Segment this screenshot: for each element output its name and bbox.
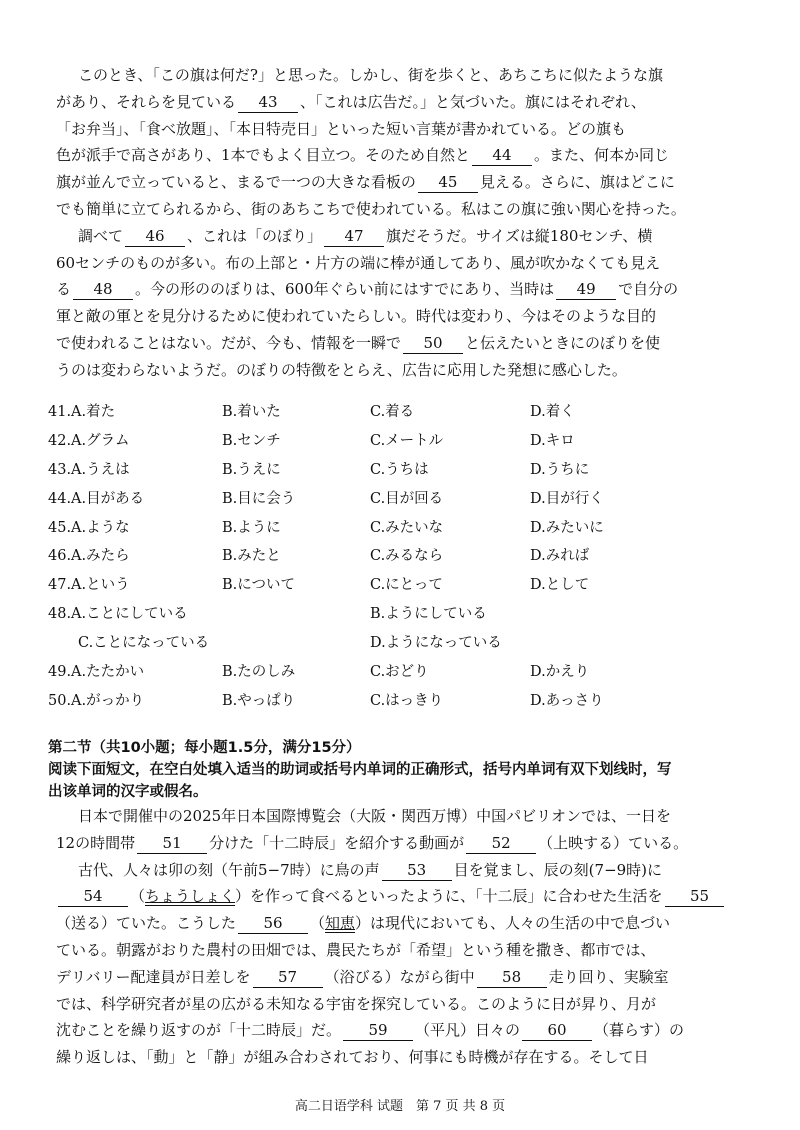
option-choice: B.うえに	[222, 461, 281, 478]
passage-text: ている。朝露がおりた農村の田畑では、農民たちが「希望」という種を撒き、都市では、	[56, 940, 656, 959]
option-choice: 50.A.がっかり	[48, 692, 145, 709]
option-choice: 41.A.着た	[48, 404, 116, 420]
passage-text: （	[310, 914, 326, 933]
option-choice: B.センチ	[222, 432, 281, 449]
option-row	[48, 629, 748, 658]
option-choice: C.みたいな	[370, 519, 444, 536]
passage-text: 「お弁当」、「食べ放題」、「本日特売日」といった短い言葉が書かれている。どの旗も	[56, 119, 627, 138]
option-row	[48, 427, 748, 456]
passage-text: 12の時間帯	[56, 833, 136, 852]
option-choice: D.として	[530, 577, 590, 594]
passage-text: 60センチのものが多い。布の上部と・片方の端に棒が通してあり、風が吹かなくても見え	[56, 253, 661, 272]
option-choice: C.おどり	[370, 664, 429, 681]
section-2-header	[48, 737, 758, 803]
passage-text: 、これは「のぼり」	[187, 226, 323, 245]
passage-text: 軍と敵の軍とを見分けるために使われていたらしい。時代は変わり、今はそのような目的	[56, 307, 657, 326]
passage1-line	[56, 196, 724, 223]
passage2-line	[56, 937, 724, 964]
passage-text: 沈むことを繰り返すのが「十二時辰」だ。	[56, 1021, 342, 1040]
option-choice: 46.A.みたら	[48, 548, 130, 565]
blank-46: 46	[125, 226, 185, 247]
passage2-line	[56, 857, 724, 884]
option-choice: C.うちは	[370, 461, 429, 478]
blank-56: 56	[238, 913, 308, 934]
blank-58: 58	[477, 967, 547, 988]
passage1-line	[56, 357, 724, 384]
passage-text: 、「これは広告だ。」と気づいた。旗にはそれぞれ、	[300, 92, 646, 111]
blank-50: 50	[403, 333, 463, 354]
option-choice: B.みたと	[222, 548, 281, 565]
passage1-line	[56, 142, 724, 169]
passage-text: （送る）ていた。こうした	[56, 914, 237, 933]
section-2-heading: 第二节（共10小题；每小题1.5分，满分15分）	[48, 740, 361, 756]
blank-45: 45	[418, 172, 478, 193]
blank-53: 53	[382, 860, 452, 881]
passage-text: 。今の形ののぼりは、600年ぐらい前にはすでにあり、当時は	[135, 280, 555, 299]
passage2-line	[56, 991, 724, 1018]
passage-text: でも簡単に立てられるから、街のあちこちで使われている。私はこの旗に強い関心を持った。	[56, 199, 686, 218]
passage1-line	[56, 330, 724, 357]
blank-48: 48	[73, 279, 133, 300]
option-choice: 42.A.グラム	[48, 432, 130, 449]
passage-text: （平凡）日々の	[415, 1021, 521, 1040]
option-choice: B.ように	[222, 519, 281, 536]
option-choice: D.ようになっている	[370, 635, 502, 652]
option-choice: C.はっきり	[370, 692, 444, 709]
blank-52: 52	[466, 833, 536, 854]
option-choice: 43.A.うえは	[48, 461, 130, 478]
passage-text: ）は現代においても、人々の生活の中で息づい	[355, 914, 671, 933]
blank-54: 54	[58, 886, 128, 907]
passage-text: 分けた「十二時辰」を紹介する動画が	[209, 833, 465, 852]
option-choice: D.みたいに	[530, 519, 604, 536]
passage2-line	[56, 910, 724, 937]
passage-text: る	[56, 280, 72, 299]
option-choice: B.ようにしている	[370, 606, 487, 623]
option-choice: D.うちに	[530, 461, 590, 478]
option-choice: C.みるなら	[370, 548, 444, 565]
passage-text: （暮らす）の	[594, 1021, 685, 1040]
passage-text: と伝えたいときにのぼりを使	[465, 333, 661, 352]
option-choice: C.目が回る	[370, 490, 444, 507]
option-choice: B.やっぱり	[222, 692, 296, 709]
passage-text: 日本で開催中の2025年日本国際博覧会（大阪・関西万博）中国パビリオンでは、一日を	[78, 807, 672, 825]
double-underlined-word: 知恵	[325, 914, 356, 933]
passage2-line	[56, 883, 724, 910]
passage2-line	[56, 964, 724, 991]
passage-text: 繰り返しは、「動」と「静」が組み合わされており、何事にも時機が存在する。そして日	[56, 1048, 649, 1067]
passage1-line	[56, 169, 724, 196]
option-row	[48, 600, 748, 629]
blank-55: 55	[665, 886, 724, 907]
blank-59: 59	[343, 1020, 413, 1041]
passage-text: 見える。さらに、旗はどこに	[479, 173, 675, 192]
passage1-line	[56, 303, 724, 330]
option-choice: B.について	[222, 577, 295, 594]
passage-text: ）を作って食べるといったように、「十二辰」に合わせた生活を	[235, 887, 663, 906]
passage1-line	[56, 62, 724, 89]
reading-passage-1	[56, 62, 724, 384]
passage-text: このとき、「この旗は何だ?」と思った。しかし、街を歩くと、あちこちに似たような旗	[78, 66, 663, 84]
passage1-line	[56, 223, 724, 250]
passage-text: 古代、人々は卯の刻（午前5−7時）に鳥の声	[78, 860, 380, 879]
option-choice: D.着く	[530, 404, 575, 420]
passage-text: （浴びる）ながら街中	[324, 967, 475, 986]
option-choice: 48.A.ことにしている	[48, 606, 188, 623]
reading-passage-2	[56, 803, 724, 1071]
section-2-instruction: 阅读下面短文，在空白处填入适当的助词或括号内单词的正确形式，括号内单词有双下划线时，写	[48, 762, 672, 778]
option-choice: 49.A.たたかい	[48, 664, 145, 681]
option-choice: D.キロ	[530, 432, 575, 449]
blank-47: 47	[324, 226, 384, 247]
passage-text: 調べて	[78, 226, 124, 245]
option-choice: B.目に会う	[222, 490, 296, 507]
section-2-instruction-cont: 出该单词的汉字或假名。	[48, 784, 208, 800]
passage-text: 走り回り、実験室	[548, 967, 669, 986]
option-row	[48, 456, 748, 485]
passage1-line	[56, 276, 724, 303]
option-choice: B.着いた	[222, 404, 281, 420]
passage2-line	[56, 1044, 724, 1071]
blank-43: 43	[238, 92, 298, 113]
blank-57: 57	[253, 967, 323, 988]
option-row	[48, 687, 748, 716]
passage-text: うのは変わらないようだ。のぼりの特徴をとらえ、広告に応用した発想に感心した。	[56, 360, 627, 379]
passage2-line	[56, 803, 724, 830]
blank-44: 44	[472, 145, 532, 166]
passage-text: （上映する）ている。	[538, 833, 689, 852]
passage-text: 色が派手で高さがあり、1本でもよく目立つ。そのため自然と	[56, 146, 470, 165]
passage-text: 目を覚まし、辰の刻(7−9時)に	[453, 860, 663, 879]
passage-text: デリバリー配達員が日差しを	[56, 967, 251, 986]
option-row	[48, 658, 748, 687]
option-choice: D.みれば	[530, 548, 590, 565]
option-choice: C.にとって	[370, 577, 443, 594]
option-choice: D.かえり	[530, 664, 590, 681]
blank-51: 51	[137, 833, 207, 854]
passage2-line	[56, 830, 724, 857]
passage1-line	[56, 116, 724, 143]
option-choice: 44.A.目がある	[48, 490, 145, 507]
passage-text: 旗が並んで立っていると、まるで一つの大きな看板の	[56, 173, 416, 192]
option-row	[48, 571, 748, 600]
answer-options	[48, 398, 748, 716]
passage-text: で使われることはない。だが、今も、情報を一瞬で	[56, 333, 402, 352]
option-row	[48, 542, 748, 571]
option-choice: D.目が行く	[530, 490, 604, 507]
passage-text: があり、それらを見ている	[56, 92, 237, 111]
passage-text: （	[130, 887, 146, 906]
passage-text: 。また、何本か同じ	[533, 146, 669, 165]
option-row	[48, 485, 748, 514]
option-row	[48, 514, 748, 543]
blank-60: 60	[522, 1020, 592, 1041]
option-choice: B.たのしみ	[222, 664, 296, 681]
passage-text: 旗だそうだ。サイズは縦180センチ、横	[386, 226, 653, 245]
option-choice: D.あっさり	[530, 692, 604, 709]
blank-49: 49	[556, 279, 616, 300]
passage2-line	[56, 1017, 724, 1044]
option-choice: C.着る	[370, 404, 415, 420]
option-choice: C.メートル	[370, 432, 444, 449]
passage1-line	[56, 250, 724, 277]
page-footer: 高二日语学科 试题 第 7 页 共 8 页	[294, 1099, 506, 1114]
passage-text: では、科学研究者が星の広がる未知なる宇宙を探究している。このように日が昇り、月が	[56, 994, 657, 1013]
passage-text: で自分の	[618, 280, 679, 299]
passage1-line	[56, 89, 724, 116]
option-row	[48, 398, 748, 427]
double-underlined-word: ちょうしょく	[145, 887, 236, 906]
option-choice: 45.A.ような	[48, 519, 130, 536]
option-choice: 47.A.という	[48, 577, 130, 594]
option-choice: C.ことになっている	[78, 635, 210, 652]
